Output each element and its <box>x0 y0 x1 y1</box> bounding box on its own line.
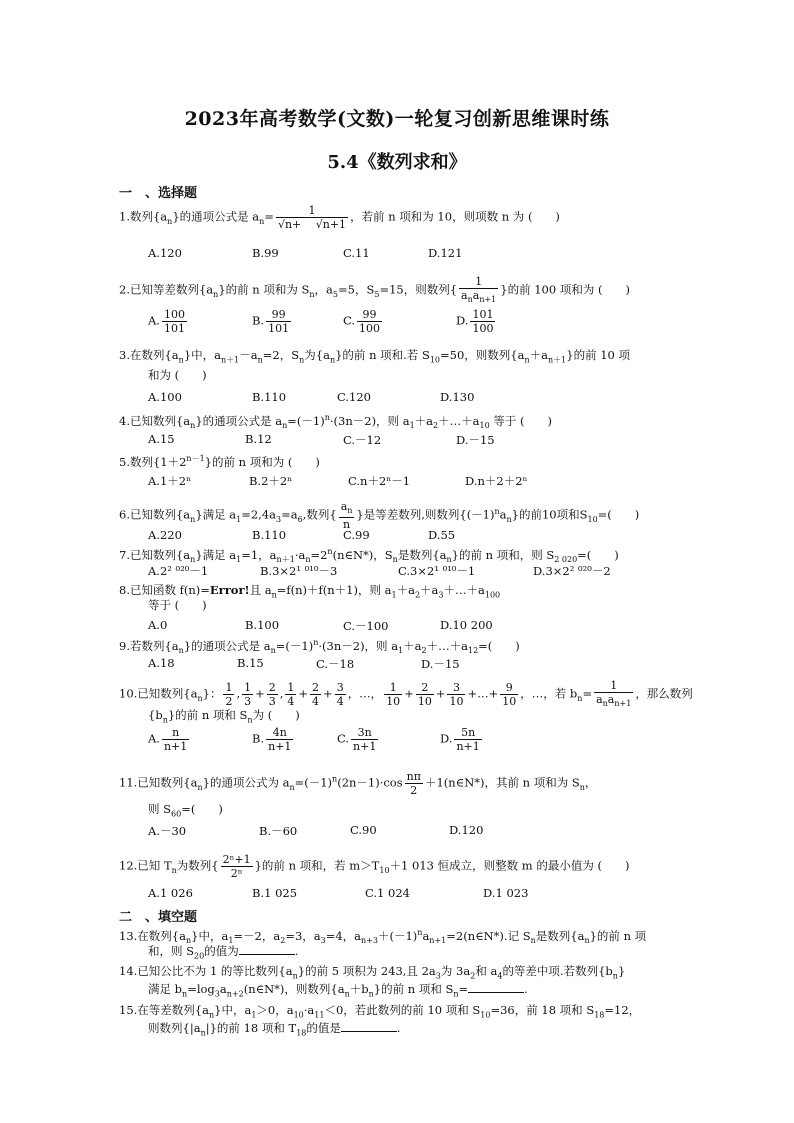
section-choice-heading: 一 、选择题 <box>119 186 198 201</box>
q6-fraction: $\frac{a_n}{n}$ <box>340 500 353 532</box>
q1-option-d[interactable]: D.121 <box>428 246 463 260</box>
q6-option-d[interactable]: D.55 <box>428 528 456 542</box>
q9-option-a[interactable]: A.18 <box>148 656 175 670</box>
page-title: 2023年高考数学(文数)一轮复习创新思维课时练 <box>184 108 610 130</box>
question-13: 13.在数列$\{a_n\}$中，$a_1=-2$，$a_2=3$，$a_3=4$，$a_{n+3}+(-1)^na_{n+1}=2(n\in N*)$.记 $S_n$是数列$\{a_n\}$的前 n 项 <box>119 928 647 946</box>
q3-option-c[interactable]: C.120 <box>337 390 371 404</box>
q12-option-c[interactable]: C.1 024 <box>365 886 410 900</box>
q2-option-c[interactable]: C. $\frac{99}{100}$ <box>343 308 381 335</box>
question-6: 6.已知数列$\{a_n\}$满足 $a_1=2,4a_3=a_6$,数列{ $\frac{a_n}{n}$ }是等差数列,则数列$\{(-1)^na_n\}$的前10项和$S_{10}=$( ) <box>119 500 640 532</box>
q5-option-d[interactable]: D.n＋2＋2ⁿ <box>465 474 528 488</box>
q11-option-d[interactable]: D.120 <box>449 823 484 837</box>
q10-option-a[interactable]: A. $\frac{n}{n+1}$ <box>148 726 188 753</box>
q8-option-c[interactable]: C.－100 <box>343 619 389 633</box>
question-13-line-2: 和，则 $S_{20}$的值为 . <box>148 944 299 961</box>
q15-answer-blank[interactable] <box>341 1021 397 1032</box>
q12-option-a[interactable]: A.1 026 <box>148 886 193 900</box>
q9-option-b[interactable]: B.15 <box>237 656 264 670</box>
q2-option-b[interactable]: B. $\frac{99}{101}$ <box>252 308 290 335</box>
question-11: 11.已知数列$\{a_n\}$的通项公式为 $a_n=(-1)^n(2n-1)\cdot\cos$ $\frac{n\pi}{2}$ ＋1(n∈N*)，其前 n 项和为 $S_n$， <box>119 770 597 797</box>
q2-option-a[interactable]: A. $\frac{100}{101}$ <box>148 308 185 335</box>
q11-option-b[interactable]: B.－60 <box>259 824 298 838</box>
q11-option-c[interactable]: C.90 <box>350 823 377 837</box>
question-10: 10.已知数列$\{a_n\}$： $\frac{1}{2}$ , $\frac{1}{3}$ + $\frac{2}{3}$ , $\frac{1}{4}$ + $\frac{2}{4}$ + $\frac{3}{4}$ ，…， $\frac{1}{10}$ + $\frac{2}{10}$ + $\frac{3}{10}$ +…+ $\frac{9}{10}$ ，…，若 $b_n=$ $\frac{1}{a_na_{n+1}}$ ，那么数列 <box>119 679 693 709</box>
q1-fraction: $\frac{1}{√n+ √n+1}$ <box>277 204 347 231</box>
q12-fraction: $\frac{\text{2ⁿ+1}}{\text{2ⁿ}}$ <box>222 853 251 880</box>
q10-option-c[interactable]: C. $\frac{3n}{n+1}$ <box>337 726 377 753</box>
q12-option-d[interactable]: D.1 023 <box>483 886 529 900</box>
q10-b-fraction: $\frac{1}{a_na_{n+1}}$ <box>596 679 632 709</box>
q1-option-a[interactable]: A.120 <box>148 246 182 260</box>
question-12: 12.已知 $T_n$为数列{ $\frac{\text{2ⁿ+1}}{\text{2ⁿ}}$ }的前 n 项和，若 $m>T_{10}+1$ 013 恒成立，则整数 m 的最小值为 ( ) <box>119 853 630 880</box>
q5-option-a[interactable]: A.1＋2ⁿ <box>148 474 192 488</box>
q7-option-a[interactable]: A.2² ⁰²⁰－1 <box>148 564 209 578</box>
q7-option-b[interactable]: B.3×2¹ ⁰¹⁰－3 <box>260 564 338 578</box>
q9-option-c[interactable]: C.－18 <box>316 657 355 671</box>
question-15: 15.在等差数列$\{a_n\}$中，$a_1>0$，$a_{10}\cdot a_{11}<0$，若此数列的前 10 项和 $S_{10}=36$，前 18 项和 $S_{18}=12$， <box>119 1003 641 1020</box>
q7-option-c[interactable]: C.3×2¹ ⁰¹⁰－1 <box>398 564 476 578</box>
q14-answer-blank[interactable] <box>468 982 524 993</box>
q4-option-b[interactable]: B.12 <box>245 432 272 446</box>
q6-option-c[interactable]: C.99 <box>343 528 370 542</box>
question-11-line-2: 则 $S_{60}=$( ) <box>148 802 223 819</box>
question-7: 7.已知数列$\{a_n\}$满足 $a_1=1$，$a_{n+1}\cdot a_n=2^n(n\in N*)$，$S_n$是数列$\{a_n\}$的前 n 项和，则 $S_{2 020}=$( ) <box>119 547 619 565</box>
q11-option-a[interactable]: A.－30 <box>148 824 187 838</box>
q1-option-b[interactable]: B.99 <box>252 246 279 260</box>
q6-option-b[interactable]: B.110 <box>252 528 287 542</box>
question-3-line-2: 和为 ( ) <box>148 368 207 382</box>
q5-option-c[interactable]: C.n＋2ⁿ－1 <box>348 474 411 488</box>
question-8-line-2: 等于 ( ) <box>148 598 207 612</box>
question-3: 3.在数列$\{a_n\}$中，$a_{n+1}-a_n=2$，$S_n$为$\{a_n\}$的前 n 项和.若 $S_{10}=50$，则数列$\{a_n+a_{n+1}\}$的前 10 项 <box>119 348 631 365</box>
q5-option-b[interactable]: B.2＋2ⁿ <box>249 474 293 488</box>
q3-option-d[interactable]: D.130 <box>440 390 475 404</box>
question-15-line-2: 则数列$\{|a_n|\}$的前 18 项和 $T_{18}$的值是 . <box>148 1021 401 1038</box>
q2-fraction: $\frac{1}{a_na_{n+1}}$ <box>461 275 497 305</box>
q11-fraction: $\frac{n\pi}{2}$ <box>406 770 421 797</box>
q4-option-a[interactable]: A.15 <box>148 432 175 446</box>
question-14-line-2: 满足 $b_n=\log_3a_{n+2}(n\in N*)$，则数列$\{a_n+b_n\}$的前 n 项和 $S_n=$ . <box>148 982 528 999</box>
page-subtitle: 5.4《数列求和》 <box>327 152 467 173</box>
q12-option-b[interactable]: B.1 025 <box>252 886 298 900</box>
question-10-line-2: $\{b_n\}$的前 n 项和 $S_n$为 ( ) <box>148 708 300 725</box>
q9-option-d[interactable]: D.－15 <box>421 657 460 671</box>
q10-option-d[interactable]: D. $\frac{5n}{n+1}$ <box>440 726 480 753</box>
q7-option-d[interactable]: D.3×2² ⁰²⁰－2 <box>533 564 611 578</box>
q1-option-c[interactable]: C.11 <box>343 246 370 260</box>
q8-option-d[interactable]: D.10 200 <box>440 618 493 632</box>
q10-option-b[interactable]: B. $\frac{4n}{n+1}$ <box>252 726 292 753</box>
question-2: 2.已知等差数列$\{a_n\}$的前 n 项和为 $S_n$，$a_5=5$，$S_5=15$，则数列{ $\frac{1}{a_na_{n+1}}$ }的前 100 项和为 ( ) <box>119 275 630 305</box>
question-14: 14.已知公比不为 1 的等比数列$\{a_n\}$的前 5 项积为 243,且 $2a_3$为 $3a_2$和 $a_4$的等差中项.若数列$\{b_n\}$ <box>119 964 626 981</box>
q3-option-a[interactable]: A.100 <box>148 390 182 404</box>
q6-option-a[interactable]: A.220 <box>148 528 182 542</box>
question-5: 5.数列$\{1+2^{n-1}\}$的前 n 项和为 ( ) <box>119 454 320 469</box>
q2-option-d[interactable]: D. $\frac{101}{100}$ <box>456 308 494 335</box>
q8-option-a[interactable]: A.0 <box>148 618 168 632</box>
q8-option-b[interactable]: B.100 <box>245 618 280 632</box>
question-9: 9.若数列$\{a_n\}$的通项公式是 $a_n=(-1)^n\cdot(3n-2)$，则 $a_1+a_2+\dots+a_{12}=$( ) <box>119 638 520 656</box>
q3-option-b[interactable]: B.110 <box>252 390 287 404</box>
question-1: 1.数列$\{a_n\}$的通项公式是 $a_n=$ $\frac{1}{√n+ √n+1}$ ，若前 n 项和为 10，则项数 n 为 ( ) <box>119 204 560 231</box>
q4-option-c[interactable]: C.－12 <box>343 433 382 447</box>
section-fill-heading: 二 、填空题 <box>119 910 198 925</box>
question-4: 4.已知数列$\{a_n\}$的通项公式是 $a_n=(-1)^n\cdot(3n-2)$，则 $a_1+a_2+\dots+a_{10}$ 等于 ( ) <box>119 413 552 431</box>
q13-answer-blank[interactable] <box>239 944 295 955</box>
question-8: 8.已知函数 f(n)=Error!且 $a_n=f(n)+f(n+1)$，则 $a_1+a_2+a_3+\dots+a_{100}$ <box>119 583 501 600</box>
q4-option-d[interactable]: D.－15 <box>456 433 495 447</box>
